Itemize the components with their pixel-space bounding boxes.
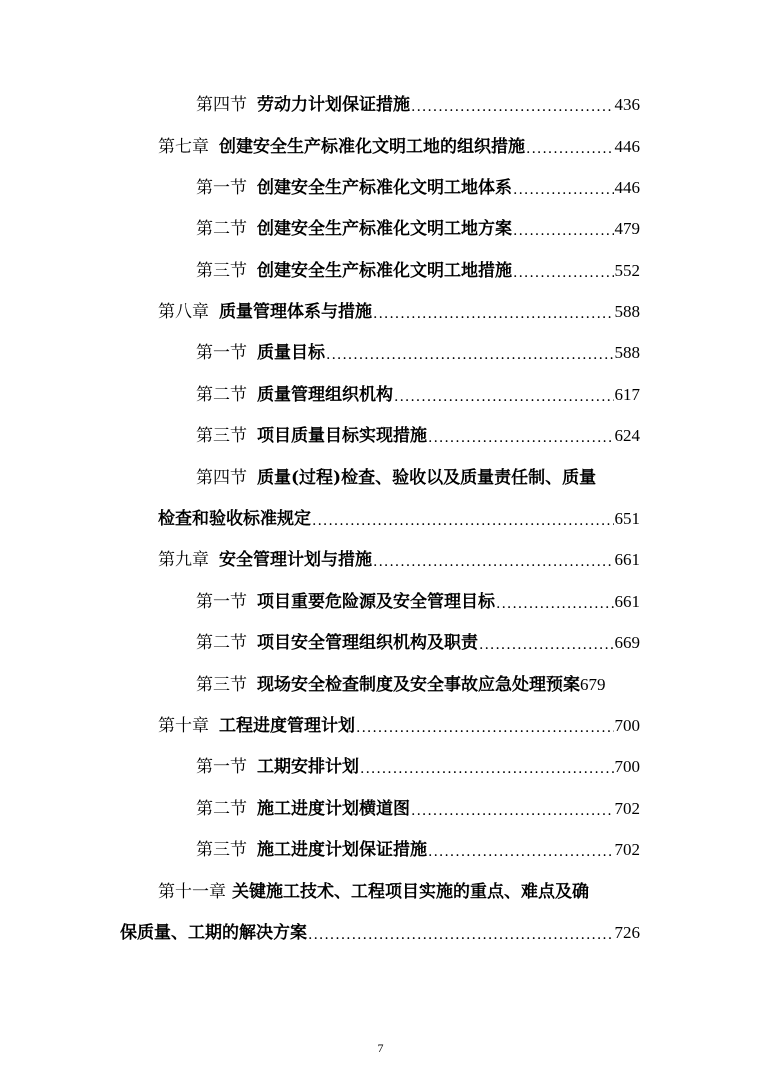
toc-entry[interactable]: [196, 210, 640, 240]
toc-page: 700: [614, 716, 640, 735]
toc-title: 工期安排计划: [257, 757, 359, 777]
dot-leader: [356, 719, 614, 737]
toc-entry[interactable]: [158, 707, 640, 737]
dot-leader: [373, 305, 614, 323]
toc-title-continuation: 检查和验收标准规定: [158, 509, 311, 529]
toc-title: 施工进度计划保证措施: [257, 840, 427, 860]
toc-title: 施工进度计划横道图: [257, 799, 410, 819]
toc-title: 创建安全生产标准化文明工地方案: [257, 219, 512, 239]
toc-page: 651: [614, 509, 640, 528]
dot-leader: [496, 595, 614, 613]
toc-entry-continuation[interactable]: [120, 914, 640, 944]
toc-entry[interactable]: [158, 293, 640, 323]
toc-page: 588: [614, 343, 640, 362]
toc-label: 第八章: [158, 302, 209, 322]
dot-leader: [394, 388, 614, 406]
toc-entry[interactable]: [196, 831, 640, 861]
toc-entry[interactable]: [196, 624, 640, 654]
toc-page: 661: [614, 592, 640, 611]
toc-title: 创建安全生产标准化文明工地措施: [257, 261, 512, 281]
toc-entry[interactable]: [196, 376, 640, 406]
toc-page: 479: [614, 219, 640, 238]
dot-leader: [308, 926, 614, 944]
toc-entry[interactable]: [158, 873, 640, 903]
toc-page: 669: [614, 633, 640, 652]
toc-entry[interactable]: [196, 459, 640, 489]
toc-title: 现场安全检查制度及安全事故应急处理预案: [257, 675, 580, 695]
toc-title-continuation: 保质量、工期的解决方案: [120, 923, 307, 943]
toc-entry[interactable]: [196, 417, 640, 447]
toc-page: 624: [614, 426, 640, 445]
toc-label: 第七章: [158, 137, 209, 157]
toc-entry-continuation[interactable]: [158, 500, 640, 530]
dot-leader: [428, 429, 614, 447]
toc-label: 第十一章: [158, 882, 226, 902]
toc-label: 第二节: [196, 385, 247, 405]
dot-leader: [312, 512, 614, 530]
toc-title: 项目质量目标实现措施: [257, 426, 427, 446]
toc-label: 第二节: [196, 633, 247, 653]
toc-title: 工程进度管理计划: [219, 716, 355, 736]
toc-label: 第一节: [196, 178, 247, 198]
toc-label: 第三节: [196, 675, 247, 695]
toc-page: 661: [614, 550, 640, 569]
toc-page: 446: [614, 137, 640, 156]
toc-label: 第三节: [196, 261, 247, 281]
toc-page: 552: [614, 261, 640, 280]
toc-title: 质量管理体系与措施: [219, 302, 372, 322]
toc-label: 第九章: [158, 550, 209, 570]
toc-entry[interactable]: [196, 334, 640, 364]
toc-entry[interactable]: [196, 252, 640, 282]
toc-title: 项目重要危险源及安全管理目标: [257, 592, 495, 612]
dot-leader: [411, 98, 614, 116]
toc-title: 质量目标: [257, 343, 325, 363]
dot-leader: [513, 181, 614, 199]
toc-title: 创建安全生产标准化文明工地的组织措施: [219, 137, 525, 157]
toc-label: 第四节: [196, 95, 247, 115]
toc-title: 项目安全管理组织机构及职责: [257, 633, 478, 653]
toc-label: 第十章: [158, 716, 209, 736]
toc-label: 第一节: [196, 592, 247, 612]
toc-page: 436: [614, 95, 640, 114]
toc-label: 第四节: [196, 468, 247, 488]
toc-entry[interactable]: [196, 666, 640, 696]
toc-page: 702: [614, 799, 640, 818]
toc-title: 关键施工技术、工程项目实施的重点、难点及确: [232, 882, 589, 902]
toc-title: 质量管理组织机构: [257, 385, 393, 405]
dot-leader: [513, 222, 614, 240]
toc-label: 第三节: [196, 426, 247, 446]
dot-leader: [373, 553, 614, 571]
page-number: 7: [377, 1041, 384, 1055]
dot-leader: [428, 843, 614, 861]
toc-entry[interactable]: [196, 86, 640, 116]
toc-label: 第三节: [196, 840, 247, 860]
dot-leader: [526, 140, 614, 158]
toc-label: 第二节: [196, 799, 247, 819]
toc-label: 第二节: [196, 219, 247, 239]
toc-entry[interactable]: [196, 790, 640, 820]
toc-title: 创建安全生产标准化文明工地体系: [257, 178, 512, 198]
toc-entry[interactable]: [196, 583, 640, 613]
dot-leader: [411, 802, 614, 820]
toc-entry[interactable]: [158, 541, 640, 571]
toc-entry[interactable]: [158, 128, 640, 158]
dot-leader: [360, 760, 614, 778]
toc-page: 726: [614, 923, 640, 942]
toc-page: 588: [614, 302, 640, 321]
toc-page: 679: [580, 675, 606, 694]
toc-page: 700: [614, 757, 640, 776]
toc-page: 702: [614, 840, 640, 859]
toc-entry[interactable]: [196, 169, 640, 199]
toc-page: 446: [614, 178, 640, 197]
toc-page: 617: [614, 385, 640, 404]
dot-leader: [513, 264, 614, 282]
toc-title: 劳动力计划保证措施: [257, 95, 410, 115]
dot-leader: [326, 346, 614, 364]
toc-title: 质量(过程)检查、验收以及质量责任制、质量: [257, 468, 597, 488]
toc-label: 第一节: [196, 757, 247, 777]
toc-label: 第一节: [196, 343, 247, 363]
toc-title: 安全管理计划与措施: [219, 550, 372, 570]
dot-leader: [479, 636, 614, 654]
toc-entry[interactable]: [196, 748, 640, 778]
